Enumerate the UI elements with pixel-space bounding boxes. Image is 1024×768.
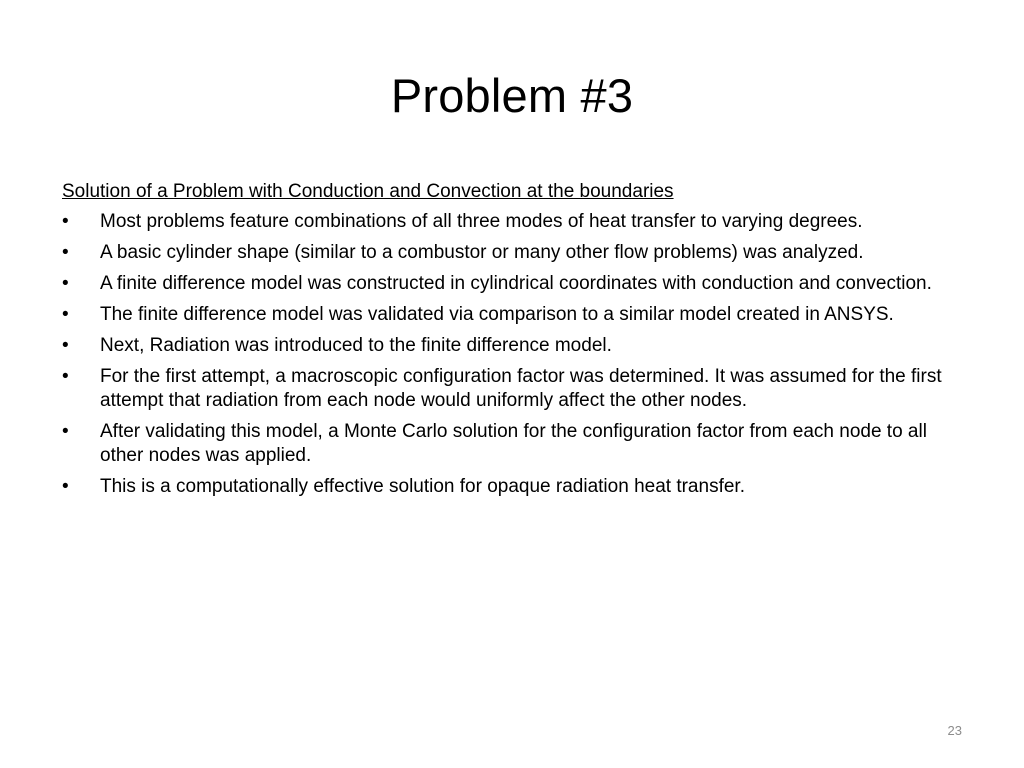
bullet-item bbox=[62, 210, 967, 234]
bullet-text: Next, Radiation was introduced to the finite difference model. bbox=[100, 335, 612, 356]
slide-page-number: 23 bbox=[947, 723, 962, 738]
bullet-text: After validating this model, a Monte Carlo solution for the configuration factor from each node to all other nodes was applied. bbox=[100, 421, 927, 466]
bullet-dot-icon: • bbox=[62, 242, 69, 263]
bullet-dot-icon: • bbox=[62, 476, 69, 497]
bullet-item bbox=[62, 303, 967, 327]
bullet-item bbox=[62, 272, 967, 296]
bullet-text: For the first attempt, a macroscopic configuration factor was determined. It was assumed for the first attempt that radiation from each node would uniformly affect the other nodes. bbox=[100, 366, 942, 411]
bullet-item bbox=[62, 420, 967, 468]
bullet-dot-icon: • bbox=[62, 421, 69, 442]
bullet-dot-icon: • bbox=[62, 335, 69, 356]
bullet-text: Most problems feature combinations of all three modes of heat transfer to varying degrees. bbox=[100, 211, 863, 232]
slide-subheading: Solution of a Problem with Conduction and Convection at the boundaries bbox=[62, 181, 674, 202]
bullet-item bbox=[62, 334, 967, 358]
bullet-item bbox=[62, 241, 967, 265]
bullet-text: A basic cylinder shape (similar to a combustor or many other flow problems) was analyzed. bbox=[100, 242, 864, 263]
bullet-dot-icon: • bbox=[62, 211, 69, 232]
bullet-item bbox=[62, 475, 967, 499]
bullet-dot-icon: • bbox=[62, 304, 69, 325]
bullet-list bbox=[62, 210, 967, 499]
bullet-dot-icon: • bbox=[62, 273, 69, 294]
bullet-dot-icon: • bbox=[62, 366, 69, 387]
bullet-text: A finite difference model was constructed in cylindrical coordinates with conduction and convection. bbox=[100, 273, 932, 294]
bullet-text: This is a computationally effective solution for opaque radiation heat transfer. bbox=[100, 476, 745, 497]
bullet-item bbox=[62, 365, 967, 413]
bullet-text: The finite difference model was validated via comparison to a similar model created in ANSYS. bbox=[100, 304, 894, 325]
slide-title: Problem #3 bbox=[390, 69, 634, 122]
slide-content bbox=[62, 180, 967, 506]
